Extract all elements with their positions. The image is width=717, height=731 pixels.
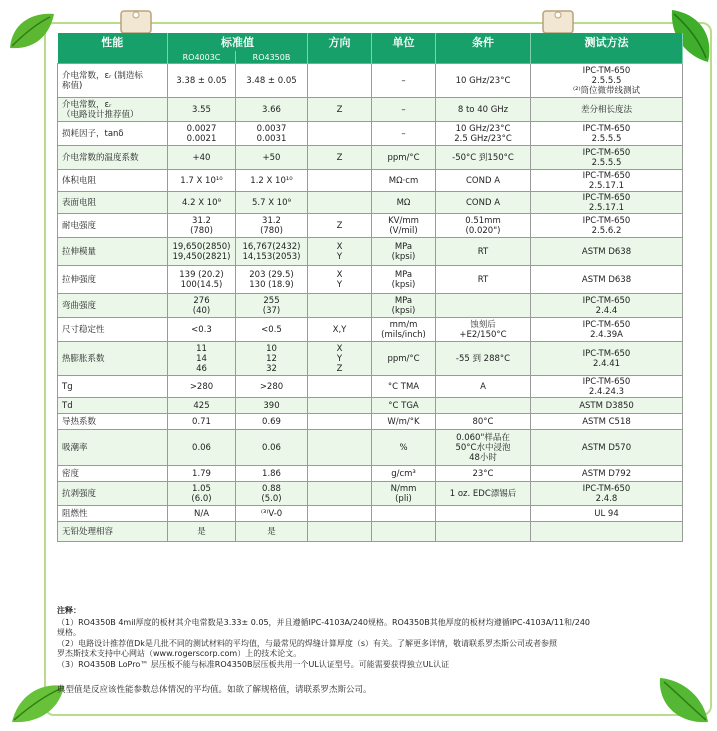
table-row (58, 430, 683, 466)
unit-cell (372, 522, 436, 542)
direction-cell: X Y Z (308, 342, 372, 376)
ro4350b-value-cell: 0.69 (236, 414, 308, 430)
table-row (58, 398, 683, 414)
test-method-cell: IPC-TM-650 2.5.5.5 ⁽²⁾筒位微带线测试 (531, 64, 683, 98)
direction-cell (308, 170, 372, 192)
property-cell: 介电常数，εᵣ （电路设计推荐值） (58, 98, 168, 122)
tag-decoration-right (540, 6, 576, 36)
ro4350b-value-cell: 3.48 ± 0.05 (236, 64, 308, 98)
test-method-cell: IPC-TM-650 2.5.17.1 (531, 170, 683, 192)
unit-cell: MPa (kpsi) (372, 294, 436, 318)
condition-cell: 23°C (436, 466, 531, 482)
condition-cell (436, 506, 531, 522)
unit-cell: ppm/°C (372, 146, 436, 170)
direction-cell (308, 430, 372, 466)
unit-cell: °C TGA (372, 398, 436, 414)
condition-cell: RT (436, 266, 531, 294)
property-table-body (58, 64, 683, 542)
ro4350b-value-cell: 5.7 X 10⁹ (236, 192, 308, 214)
property-cell: 阻燃性 (58, 506, 168, 522)
ro4350b-value-cell: 0.0037 0.0031 (236, 122, 308, 146)
ro4003c-value-cell: 139 (20.2) 100(14.5) (168, 266, 236, 294)
unit-cell: – (372, 122, 436, 146)
direction-cell (308, 522, 372, 542)
test-method-cell: IPC-TM-650 2.4.39A (531, 318, 683, 342)
direction-cell (308, 294, 372, 318)
property-cell: 损耗因子，tanδ (58, 122, 168, 146)
table-row (58, 376, 683, 398)
condition-cell (436, 398, 531, 414)
test-method-cell: IPC-TM-650 2.5.5.5 (531, 146, 683, 170)
ro4003c-value-cell: 1.05 (6.0) (168, 482, 236, 506)
test-method-cell: IPC-TM-650 2.4.8 (531, 482, 683, 506)
table-row (58, 522, 683, 542)
property-cell: 拉伸强度 (58, 266, 168, 294)
note-2: （2）电路设计推荐值Dk是几批不同的测试材料的平均值，与最常见的焊缝计算厚度（s）有关。了解更多详情，敬请联系罗杰斯公司或者参照 罗杰斯技术支持中心网站（www.rogerscorp.com）上的技术论文。 (57, 638, 558, 658)
table-row (58, 238, 683, 266)
ro4350b-value-cell: 3.66 (236, 98, 308, 122)
ro4003c-value-cell: 11 14 46 (168, 342, 236, 376)
condition-cell: COND A (436, 192, 531, 214)
table-row (58, 64, 683, 98)
ro4350b-value-cell: 255 (37) (236, 294, 308, 318)
condition-cell: 0.060"样品在 50°C水中浸泡 48小时 (436, 430, 531, 466)
test-method-cell: ASTM D3850 (531, 398, 683, 414)
leaf-bottom-right-icon (650, 670, 712, 728)
ro4350b-value-cell: 0.06 (236, 430, 308, 466)
direction-cell (308, 398, 372, 414)
ro4003c-value-cell: <0.3 (168, 318, 236, 342)
condition-cell: -55 到 288°C (436, 342, 531, 376)
footer-text: 典型值是反应该性能参数总体情况的平均值。如欲了解规格值，请联系罗杰斯公司。 (57, 685, 372, 695)
test-method-cell: IPC-TM-650 2.4.41 (531, 342, 683, 376)
condition-cell: 10 GHz/23°C 2.5 GHz/23°C (436, 122, 531, 146)
property-cell: 抗剥强度 (58, 482, 168, 506)
unit-cell: MPa (kpsi) (372, 238, 436, 266)
unit-cell: ppm/°C (372, 342, 436, 376)
condition-cell: 10 GHz/23°C (436, 64, 531, 98)
unit-cell: g/cm³ (372, 466, 436, 482)
condition-cell (436, 294, 531, 318)
ro4003c-value-cell: N/A (168, 506, 236, 522)
ro4350b-value-cell: >280 (236, 376, 308, 398)
table-row (58, 466, 683, 482)
header-sub-ro4350b: RO4350B (236, 51, 308, 64)
test-method-cell: ASTM D792 (531, 466, 683, 482)
direction-cell: X,Y (308, 318, 372, 342)
unit-cell (372, 506, 436, 522)
direction-cell: Z (308, 214, 372, 238)
direction-cell: X Y (308, 238, 372, 266)
table-row (58, 214, 683, 238)
table-row (58, 192, 683, 214)
table-row (58, 318, 683, 342)
property-cell: 耐电强度 (58, 214, 168, 238)
unit-cell: W/m/°K (372, 414, 436, 430)
test-method-cell: ASTM D570 (531, 430, 683, 466)
direction-cell: Z (308, 98, 372, 122)
unit-cell: MPa (kpsi) (372, 266, 436, 294)
unit-cell: MΩ (372, 192, 436, 214)
header-sub-ro4003c: RO4003C (168, 51, 236, 64)
condition-cell: RT (436, 238, 531, 266)
test-method-cell (531, 522, 683, 542)
unit-cell: mm/m (mils/inch) (372, 318, 436, 342)
ro4350b-value-cell: 1.86 (236, 466, 308, 482)
property-cell: 密度 (58, 466, 168, 482)
header-condition: 条件 (436, 33, 531, 51)
ro4350b-value-cell: +50 (236, 146, 308, 170)
unit-cell: % (372, 430, 436, 466)
leaf-top-left-icon (6, 8, 58, 56)
property-cell: 体积电阻 (58, 170, 168, 192)
condition-cell: 80°C (436, 414, 531, 430)
unit-cell: N/mm (pli) (372, 482, 436, 506)
test-method-cell: ASTM C518 (531, 414, 683, 430)
table-row (58, 98, 683, 122)
condition-cell: -50°C 到150°C (436, 146, 531, 170)
header-property: 性能 (58, 33, 168, 51)
header-sub-blank (58, 51, 168, 64)
ro4003c-value-cell: 31.2 (780) (168, 214, 236, 238)
tag-decoration-left (118, 6, 154, 36)
ro4003c-value-cell: 0.0027 0.0021 (168, 122, 236, 146)
property-cell: Tg (58, 376, 168, 398)
header-sub-blank (531, 51, 683, 64)
ro4350b-value-cell: ⁽³⁾V-0 (236, 506, 308, 522)
header-unit: 单位 (372, 33, 436, 51)
table-row (58, 170, 683, 192)
direction-cell (308, 414, 372, 430)
property-cell: 尺寸稳定性 (58, 318, 168, 342)
property-cell: 无铅处理相容 (58, 522, 168, 542)
ro4003c-value-cell: +40 (168, 146, 236, 170)
unit-cell: °C TMA (372, 376, 436, 398)
ro4003c-value-cell: 是 (168, 522, 236, 542)
table-row (58, 482, 683, 506)
direction-cell: Z (308, 146, 372, 170)
ro4003c-value-cell: 276 (40) (168, 294, 236, 318)
table-row (58, 122, 683, 146)
table-row (58, 146, 683, 170)
ro4350b-value-cell: 0.88 (5.0) (236, 482, 308, 506)
direction-cell (308, 376, 372, 398)
condition-cell: COND A (436, 170, 531, 192)
table-row (58, 506, 683, 522)
header-direction: 方向 (308, 33, 372, 51)
note-1: （1）RO4350B 4mil厚度的板材其介电常数是3.33± 0.05，并且遵循IPC-4103A/240规格。RO4350B其他厚度的板材均遵循IPC-4103A/11和/240 规格。 (57, 617, 591, 637)
condition-cell: 0.51mm (0.020") (436, 214, 531, 238)
test-method-cell: IPC-TM-650 2.4.24.3 (531, 376, 683, 398)
property-cell: 拉伸模量 (58, 238, 168, 266)
condition-cell (436, 522, 531, 542)
property-cell: 热膨胀系数 (58, 342, 168, 376)
direction-cell (308, 506, 372, 522)
ro4003c-value-cell: 1.79 (168, 466, 236, 482)
table-row (58, 266, 683, 294)
test-method-cell: IPC-TM-650 2.5.5.5 (531, 122, 683, 146)
test-method-cell: IPC-TM-650 2.4.4 (531, 294, 683, 318)
unit-cell: – (372, 64, 436, 98)
ro4003c-value-cell: 0.06 (168, 430, 236, 466)
header-sub-blank (372, 51, 436, 64)
ro4003c-value-cell: 0.71 (168, 414, 236, 430)
test-method-cell: IPC-TM-650 2.5.17.1 (531, 192, 683, 214)
direction-cell (308, 192, 372, 214)
ro4350b-value-cell: 203 (29.5) 130 (18.9) (236, 266, 308, 294)
ro4350b-value-cell: 16,767(2432) 14,153(2053) (236, 238, 308, 266)
property-cell: Td (58, 398, 168, 414)
ro4350b-value-cell: 390 (236, 398, 308, 414)
ro4003c-value-cell: 3.38 ± 0.05 (168, 64, 236, 98)
property-cell: 导热系数 (58, 414, 168, 430)
unit-cell: – (372, 98, 436, 122)
direction-cell (308, 122, 372, 146)
direction-cell (308, 64, 372, 98)
ro4350b-value-cell: 是 (236, 522, 308, 542)
property-cell: 介电常数的温度系数 (58, 146, 168, 170)
table-row (58, 414, 683, 430)
table-row (58, 294, 683, 318)
condition-cell: 1 oz. EDC漂锡后 (436, 482, 531, 506)
ro4350b-value-cell: 10 12 32 (236, 342, 308, 376)
header-sub-blank (308, 51, 372, 64)
ro4350b-value-cell: <0.5 (236, 318, 308, 342)
property-cell: 介电常数，εᵣ (制造标 称值) (58, 64, 168, 98)
unit-cell: KV/mm (V/mil) (372, 214, 436, 238)
test-method-cell: UL 94 (531, 506, 683, 522)
notes-title: 注释： (57, 606, 81, 615)
ro4350b-value-cell: 31.2 (780) (236, 214, 308, 238)
test-method-cell: ASTM D638 (531, 266, 683, 294)
ro4003c-value-cell: 425 (168, 398, 236, 414)
test-method-cell: ASTM D638 (531, 238, 683, 266)
unit-cell: MΩ·cm (372, 170, 436, 192)
test-method-cell: 差分相长度法 (531, 98, 683, 122)
condition-cell: 蚀刻后 +E2/150°C (436, 318, 531, 342)
condition-cell: A (436, 376, 531, 398)
property-cell: 吸潮率 (58, 430, 168, 466)
property-table (57, 33, 683, 542)
property-cell: 弯曲强度 (58, 294, 168, 318)
condition-cell: 8 to 40 GHz (436, 98, 531, 122)
property-cell: 表面电阻 (58, 192, 168, 214)
direction-cell (308, 466, 372, 482)
header-test-method: 测试方法 (531, 33, 683, 51)
direction-cell: X Y (308, 266, 372, 294)
direction-cell (308, 482, 372, 506)
table-row (58, 342, 683, 376)
note-3: （3）RO4350B LoPro™ 层压板不能与标准RO4350B层压板共用一个UL认证型号。可能需要获得独立UL认证 (57, 659, 450, 669)
ro4003c-value-cell: >280 (168, 376, 236, 398)
ro4003c-value-cell: 19,650(2850) 19,450(2821) (168, 238, 236, 266)
notes-section (57, 606, 697, 670)
ro4003c-value-cell: 1.7 X 10¹⁰ (168, 170, 236, 192)
property-table-container (57, 33, 682, 542)
header-sub-blank (436, 51, 531, 64)
ro4003c-value-cell: 3.55 (168, 98, 236, 122)
ro4350b-value-cell: 1.2 X 10¹⁰ (236, 170, 308, 192)
test-method-cell: IPC-TM-650 2.5.6.2 (531, 214, 683, 238)
ro4003c-value-cell: 4.2 X 10⁹ (168, 192, 236, 214)
header-standard-value: 标准值 (168, 33, 308, 51)
